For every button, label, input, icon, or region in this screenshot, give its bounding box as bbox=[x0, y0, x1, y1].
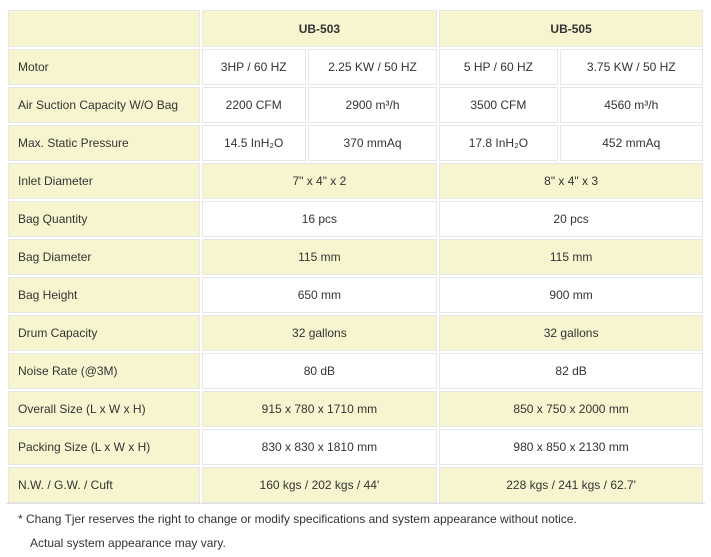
table-cell: 2200 CFM bbox=[202, 87, 306, 123]
table-row-packing-size bbox=[8, 429, 703, 465]
table-row-bag-diameter bbox=[8, 239, 703, 275]
row-label: Drum Capacity bbox=[8, 315, 200, 351]
table-cell: 115 mm bbox=[202, 239, 438, 275]
table-row-weight bbox=[8, 467, 703, 503]
header-empty-cell bbox=[8, 10, 200, 47]
table-row-noise-rate bbox=[8, 353, 703, 389]
table-cell: 3.75 KW / 50 HZ bbox=[560, 49, 703, 85]
table-cell: 850 x 750 x 2000 mm bbox=[439, 391, 703, 427]
row-label: Air Suction Capacity W/O Bag bbox=[8, 87, 200, 123]
table-row-motor bbox=[8, 49, 703, 85]
table-cell: 115 mm bbox=[439, 239, 703, 275]
table-cell: 4560 m³/h bbox=[560, 87, 703, 123]
table-cell: 20 pcs bbox=[439, 201, 703, 237]
table-row-drum-capacity bbox=[8, 315, 703, 351]
divider bbox=[6, 503, 705, 504]
table-row-bag-quantity bbox=[8, 201, 703, 237]
row-label: Motor bbox=[8, 49, 200, 85]
table-cell: 228 kgs / 241 kgs / 62.7' bbox=[439, 467, 703, 503]
table-cell: 915 x 780 x 1710 mm bbox=[202, 391, 438, 427]
row-label: Noise Rate (@3M) bbox=[8, 353, 200, 389]
disclaimer-note: * Chang Tjer reserves the right to change or modify specifications and system appearance without notice. bbox=[18, 512, 577, 526]
table-cell: 32 gallons bbox=[439, 315, 703, 351]
table-row-static-pressure bbox=[8, 125, 703, 161]
table-cell: 650 mm bbox=[202, 277, 438, 313]
table-cell: 160 kgs / 202 kgs / 44' bbox=[202, 467, 438, 503]
table-cell: 16 pcs bbox=[202, 201, 438, 237]
row-label: Overall Size (L x W x H) bbox=[8, 391, 200, 427]
table-row-overall-size bbox=[8, 391, 703, 427]
row-label: Inlet Diameter bbox=[8, 163, 200, 199]
table-cell: 80 dB bbox=[202, 353, 438, 389]
table-cell: 370 mmAq bbox=[308, 125, 437, 161]
table-cell: 2900 m³/h bbox=[308, 87, 437, 123]
table-cell: 32 gallons bbox=[202, 315, 438, 351]
table-cell: 900 mm bbox=[439, 277, 703, 313]
row-label: Bag Quantity bbox=[8, 201, 200, 237]
row-label: Packing Size (L x W x H) bbox=[8, 429, 200, 465]
table-cell: 452 mmAq bbox=[560, 125, 703, 161]
table-cell: 14.5 InH₂O bbox=[202, 125, 306, 161]
table-cell: 17.8 InH₂O bbox=[439, 125, 557, 161]
table-row-air-suction bbox=[8, 87, 703, 123]
row-label: Bag Diameter bbox=[8, 239, 200, 275]
table-cell: 2.25 KW / 50 HZ bbox=[308, 49, 437, 85]
table-row-inlet-diameter bbox=[8, 163, 703, 199]
table-cell: 980 x 850 x 2130 mm bbox=[439, 429, 703, 465]
table-cell: 7" x 4" x 2 bbox=[202, 163, 438, 199]
row-label: Max. Static Pressure bbox=[8, 125, 200, 161]
spec-table bbox=[6, 8, 705, 505]
row-label: Bag Height bbox=[8, 277, 200, 313]
appearance-note: Actual system appearance may vary. bbox=[30, 536, 226, 550]
table-cell: 8" x 4" x 3 bbox=[439, 163, 703, 199]
model-header-ub505: UB-505 bbox=[439, 10, 703, 47]
table-cell: 5 HP / 60 HZ bbox=[439, 49, 557, 85]
row-label: N.W. / G.W. / Cuft bbox=[8, 467, 200, 503]
table-cell: 3HP / 60 HZ bbox=[202, 49, 306, 85]
model-header-ub503: UB-503 bbox=[202, 10, 438, 47]
table-cell: 830 x 830 x 1810 mm bbox=[202, 429, 438, 465]
table-header-row bbox=[8, 10, 703, 47]
table-cell: 3500 CFM bbox=[439, 87, 557, 123]
table-cell: 82 dB bbox=[439, 353, 703, 389]
table-row-bag-height bbox=[8, 277, 703, 313]
